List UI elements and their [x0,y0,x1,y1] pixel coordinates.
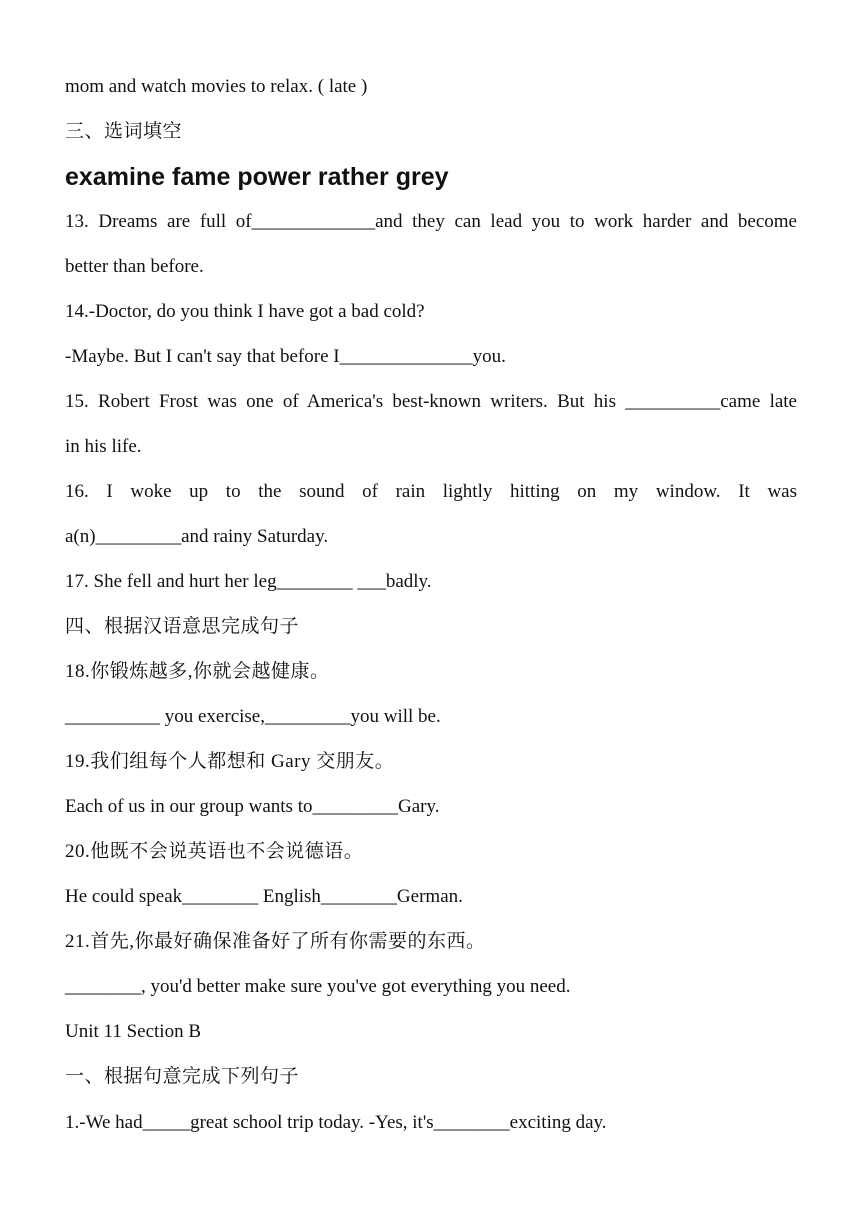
section-heading-complete-sentences: 四、根据汉语意思完成句子 [65,616,300,637]
question-13-line-2: better than before. [65,256,204,277]
question-13-line-1: 13. Dreams are full of_____________and they can lead you to work harder and become [65,211,797,232]
question-14-line-1: 14.-Doctor, do you think I have got a bad cold? [65,301,425,322]
question-17: 17. She fell and hurt her leg________ ___badly. [65,571,432,592]
question-15-line-1: 15. Robert Frost was one of America's best-known writers. But his __________came late [65,391,797,412]
question-20-english: He could speak________ English________German. [65,886,463,907]
question-20-chinese: 20.他既不会说英语也不会说德语。 [65,841,364,862]
question-18-english: __________ you exercise,_________you will be. [65,706,441,727]
question-16-line-1: 16. I woke up to the sound of rain lightly hitting on my window. It was [65,481,797,502]
unit-heading: Unit 11 Section B [65,1021,201,1042]
question-15-line-2: in his life. [65,436,142,457]
question-14-line-2: -Maybe. But I can't say that before I______________you. [65,346,506,367]
question-19-english: Each of us in our group wants to_________Gary. [65,796,440,817]
question-21-chinese: 21.首先,你最好确保准备好了所有你需要的东西。 [65,931,486,952]
text-line-continuation: mom and watch movies to relax. ( late ) [65,76,368,97]
question-21-english: ________, you'd better make sure you've got everything you need. [65,976,571,997]
question-19-chinese: 19.我们组每个人都想和 Gary 交朋友。 [65,751,395,772]
question-16-line-2: a(n)_________and rainy Saturday. [65,526,329,547]
section-heading-complete-by-meaning: 一、根据句意完成下列句子 [65,1066,300,1087]
word-bank: examine fame power rather grey [65,163,449,191]
question-18-chinese: 18.你锻炼越多,你就会越健康。 [65,661,330,682]
section-heading-fill-in-words: 三、选词填空 [65,121,183,142]
question-1: 1.-We had_____great school trip today. -Yes, it's________exciting day. [65,1112,607,1133]
